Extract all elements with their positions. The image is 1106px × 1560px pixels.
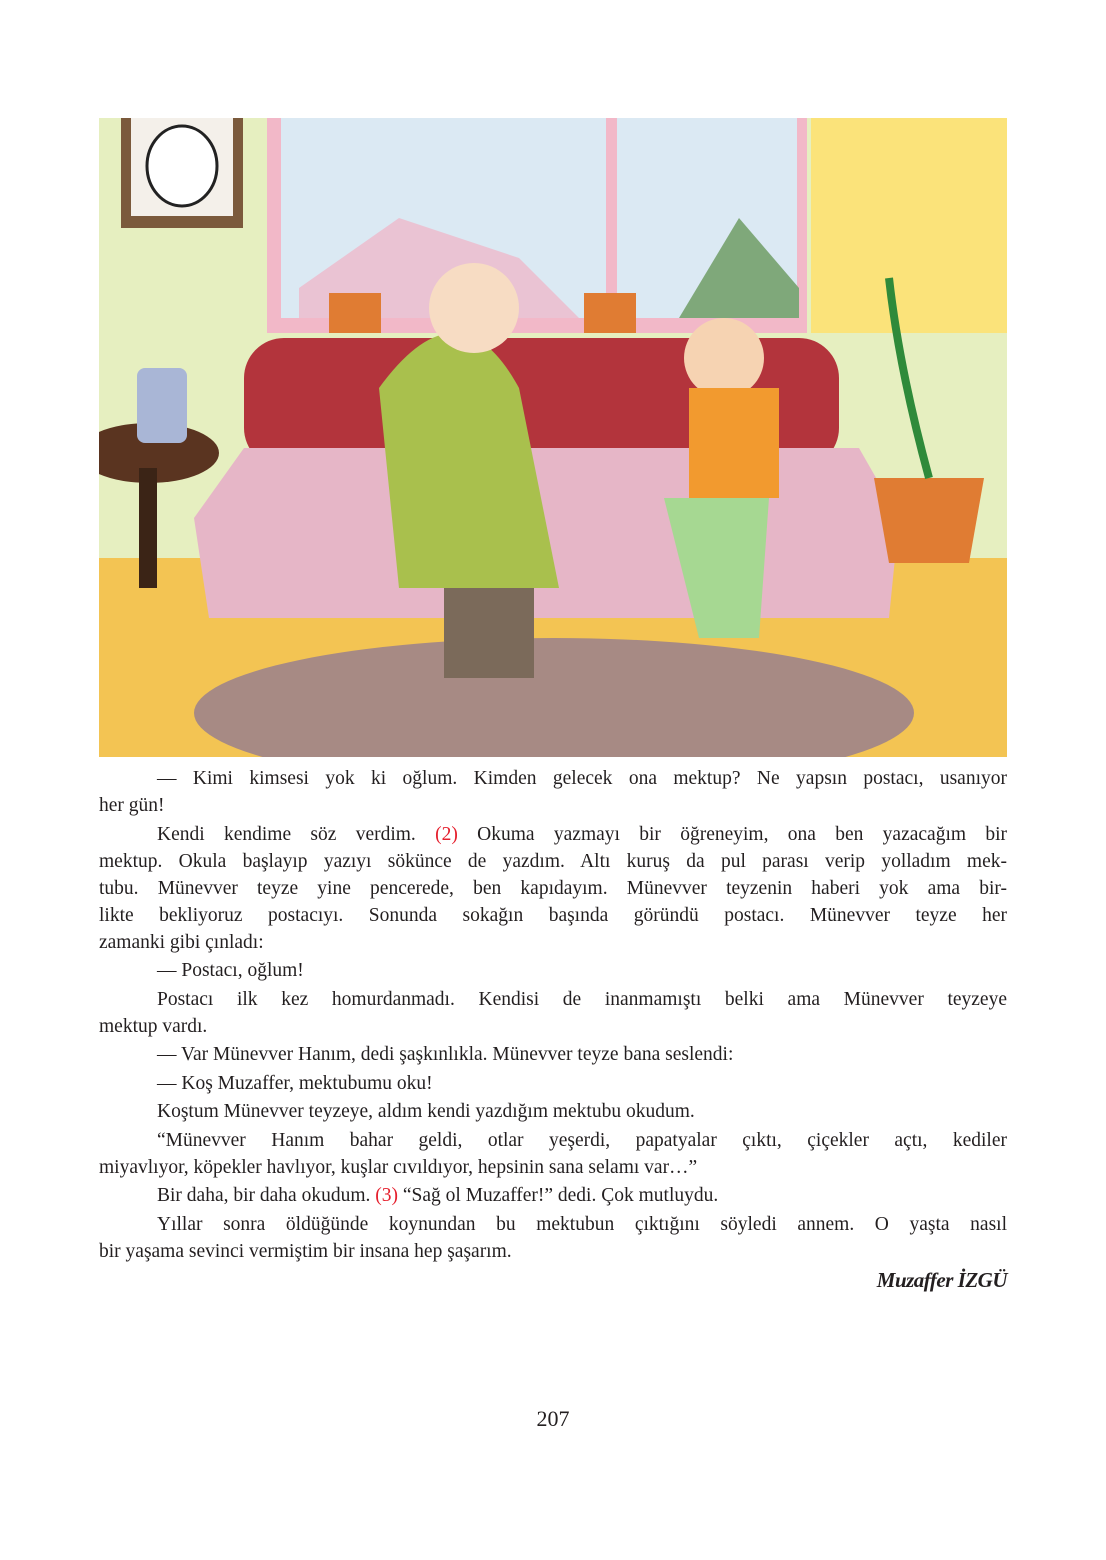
author-signature: Muzaffer İZGÜ: [876, 1268, 1007, 1292]
question-marker: (2): [435, 823, 458, 845]
text-line: [99, 792, 1007, 819]
page-number: 207: [536, 1406, 570, 1431]
text-segment: her gün!: [99, 795, 165, 816]
text-line: [99, 821, 1007, 848]
text-segment: mektup vardı.: [99, 1015, 208, 1037]
story-paragraph: [99, 1041, 1007, 1068]
text-segment: Yıllar sonra öldüğünde koynundan bu mektubun çıktığını söyledi annem. O yaşta nasıl: [157, 1213, 1007, 1235]
text-segment: mektup. Okula başlayıp yazıyı sökünce de yazdım. Altı kuruş da pul parası verip yolladım mek-: [99, 850, 1007, 872]
story-paragraph: [99, 1211, 1007, 1265]
text-line: [99, 1127, 1007, 1154]
text-segment: Bir daha, bir daha okudum.: [157, 1185, 376, 1206]
story-paragraph: [99, 957, 1007, 984]
story-paragraph: [99, 821, 1007, 956]
text-line: [99, 848, 1007, 875]
text-segment: Koştum Münevver teyzeye, aldım kendi yazdığım mektubu okudum.: [157, 1101, 695, 1122]
text-segment: “Sağ ol Muzaffer!” dedi. Çok mutluydu.: [398, 1185, 719, 1206]
text-segment: likte bekliyoruz postacıyı. Sonunda sokağın başında göründü postacı. Münevver teyze her: [99, 904, 1007, 926]
text-line: [99, 875, 1007, 902]
text-line: [99, 765, 1007, 792]
text-line: [99, 929, 1007, 956]
story-paragraph: [99, 1127, 1007, 1181]
text-line: [99, 1211, 1007, 1238]
text-segment: Postacı ilk kez homurdanmadı. Kendisi de inanmamıştı belki ama Münevver teyzeye: [157, 988, 1007, 1010]
text-segment: Okuma yazmayı bir öğreneyim, ona ben yazacağım bir: [457, 823, 1008, 845]
text-line: [99, 1182, 1007, 1209]
portrait-frame: [121, 118, 243, 228]
text-segment: — Koş Muzaffer, mektubumu oku!: [157, 1072, 433, 1094]
text-line: [99, 1154, 1007, 1181]
text-segment: — Kimi kimsesi yok ki oğlum. Kimden gelecek ona mektup? Ne yapsın postacı, usanıyor: [157, 768, 1007, 789]
question-marker: (3): [375, 1185, 398, 1206]
story-illustration: [99, 118, 1007, 757]
text-line: [99, 1238, 1007, 1265]
text-line: [99, 902, 1007, 929]
curtain: [811, 118, 1007, 333]
text-line: [99, 957, 1007, 984]
text-segment: bir yaşama sevinci vermiştim bir insana hep şaşarım.: [99, 1240, 512, 1262]
text-line: [99, 1070, 1007, 1097]
text-segment: miyavlıyor, köpekler havlıyor, kuşlar cıvıldıyor, hepsinin sana selamı var…”: [99, 1156, 698, 1178]
story-paragraph: [99, 765, 1007, 819]
text-segment: zamanki gibi çınladı:: [99, 931, 264, 953]
text-segment: Kendi kendime söz verdim.: [157, 823, 436, 845]
story-paragraph: [99, 1070, 1007, 1097]
text-line: [99, 1098, 1007, 1125]
story-paragraph: [99, 986, 1007, 1040]
text-line: [99, 986, 1007, 1013]
text-segment: tubu. Münevver teyze yine pencerede, ben kapıdayım. Münevver teyzenin haberi yok ama bir-: [99, 877, 1007, 899]
story-paragraph: [99, 1098, 1007, 1125]
story-text: [99, 765, 1007, 1266]
text-segment: — Postacı, oğlum!: [157, 960, 304, 981]
story-paragraph: [99, 1182, 1007, 1209]
text-line: [99, 1041, 1007, 1068]
text-segment: — Var Münevver Hanım, dedi şaşkınlıkla. Münevver teyze bana seslendi:: [157, 1044, 734, 1065]
text-segment: “Münevver Hanım bahar geldi, otlar yeşerdi, papatyalar çıktı, çiçekler açtı, kediler: [157, 1129, 1007, 1151]
text-line: [99, 1013, 1007, 1040]
